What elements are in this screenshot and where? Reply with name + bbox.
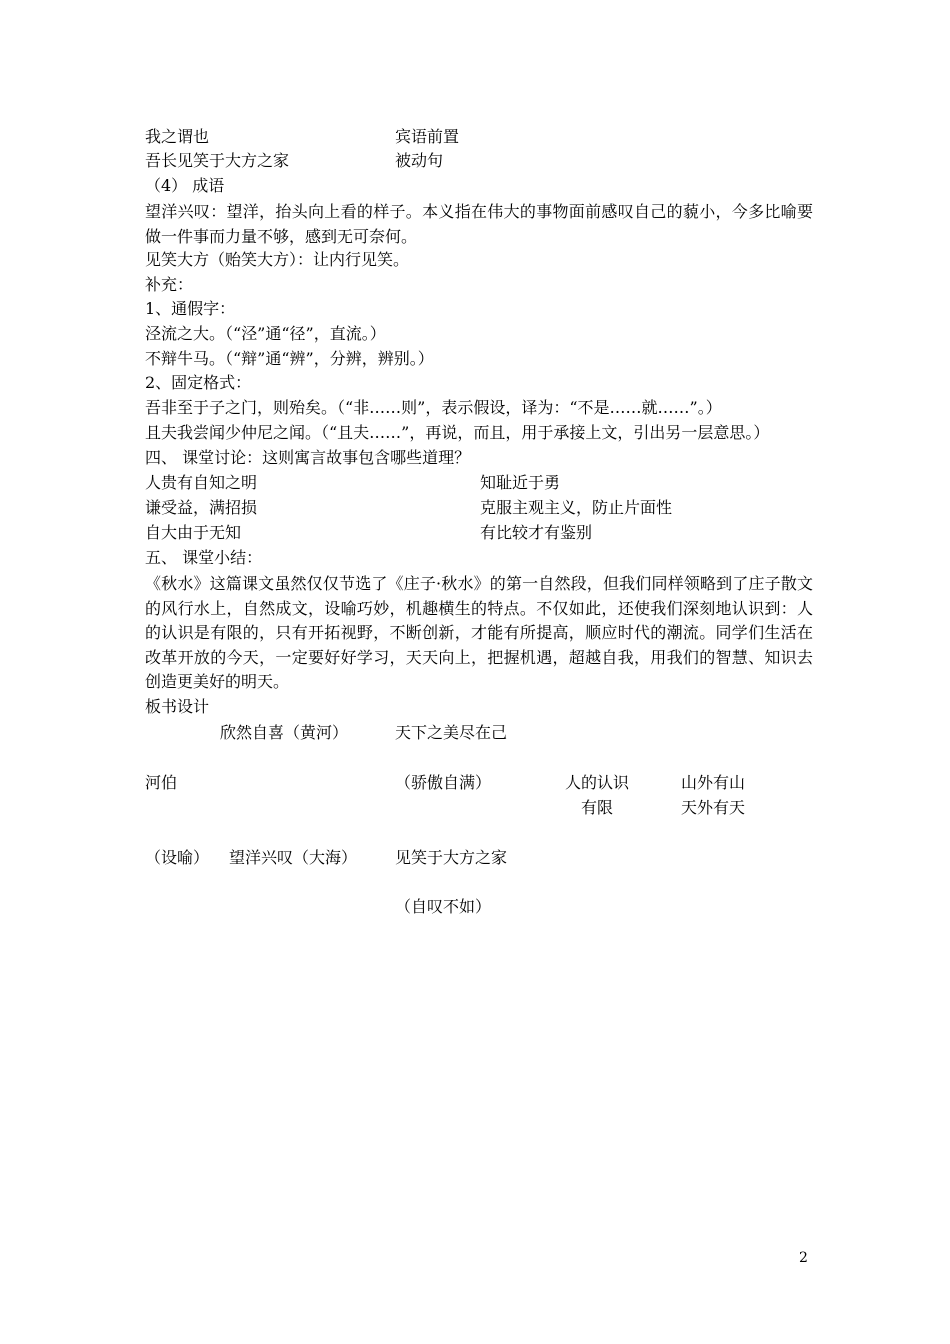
board-ren-de-renshi: 人的认识 xyxy=(565,773,630,792)
grammar-phrase-1: 我之谓也 xyxy=(145,127,210,146)
tongjiazi-line-2: 不辩牛马。（“辩”通“辨”，分辨，辨别。） xyxy=(145,349,434,368)
board-sheyu: （设喻） xyxy=(145,848,210,867)
discussion-heading: 四、 课堂讨论：这则寓言故事包含哪些道理？ xyxy=(145,448,471,467)
fixed-format-heading: 2、固定格式： xyxy=(145,373,252,392)
idiom-wangyang-xingtan: 望洋兴叹：望洋，抬头向上看的样子。本义指在伟大的事物面前感叹自己的藐小，今多比喻要做一件事而力量不够，感到无可奈何。 xyxy=(145,202,813,246)
supplement-heading: 补充： xyxy=(145,275,194,294)
discussion-left-3: 自大由于无知 xyxy=(145,523,242,542)
board-tianxia-zhimei: 天下之美尽在己 xyxy=(395,723,508,742)
board-shanwai-youshan: 山外有山 xyxy=(681,773,746,792)
board-wangyang-xingtan: 望洋兴叹（大海） xyxy=(229,848,358,867)
fixed-format-line-2: 且夫我尝闻少仲尼之闻。（“且夫……”，再说，而且，用于承接上文，引出另一层意思。） xyxy=(145,423,770,442)
board-zitan-buru: （自叹不如） xyxy=(395,897,492,916)
summary-paragraph: 《秋水》这篇课文虽然仅仅节选了《庄子·秋水》的第一自然段，但我们同样领略到了庄子散文的风行水上，自然成文，设喻巧妙，机趣横生的特点。不仅如此，还使我们深刻地认识到：人的认识是有限的，只有开拓视野，不断创新，才能有所提高，顺应时代的潮流。同学们生活在改革开放的今天，一定要好好学习，天天向上，把握机遇，超越自我，用我们的智慧、知识去创造更美好的明天。 xyxy=(145,574,813,692)
board-tianwai-youtian: 天外有天 xyxy=(681,798,746,817)
board-jiaoao-ziman: （骄傲自满） xyxy=(395,773,492,792)
idiom-jianxiao-dafang: 见笑大方（贻笑大方）：让内行见笑。 xyxy=(145,250,410,269)
grammar-type-1: 宾语前置 xyxy=(395,127,460,146)
discussion-left-1: 人贵有自知之明 xyxy=(145,473,258,492)
grammar-phrase-2: 吾长见笑于大方之家 xyxy=(145,151,290,170)
page-number: 2 xyxy=(799,1250,808,1266)
board-hebo: 河伯 xyxy=(145,773,178,792)
discussion-left-2: 谦受益，满招损 xyxy=(145,498,258,517)
idioms-heading: （4） 成语 xyxy=(145,176,225,195)
board-heading: 板书设计 xyxy=(145,697,210,716)
board-jianxiao-dafang: 见笑于大方之家 xyxy=(395,848,508,867)
tongjiazi-heading: 1、通假字： xyxy=(145,299,236,318)
tongjiazi-line-1: 泾流之大。（“泾”通“径”，直流。） xyxy=(145,324,386,343)
discussion-right-3: 有比较才有鉴别 xyxy=(480,523,593,542)
summary-heading: 五、 课堂小结： xyxy=(145,548,263,567)
board-youxian: 有限 xyxy=(581,798,614,817)
grammar-type-2: 被动句 xyxy=(395,151,444,170)
board-xinran-zixi: 欣然自喜（黄河） xyxy=(220,723,349,742)
fixed-format-line-1: 吾非至于子之门，则殆矣。（“非……则”，表示假设，译为：“不是……就……”。） xyxy=(145,398,722,417)
discussion-right-1: 知耻近于勇 xyxy=(480,473,561,492)
discussion-right-2: 克服主观主义，防止片面性 xyxy=(480,498,673,517)
